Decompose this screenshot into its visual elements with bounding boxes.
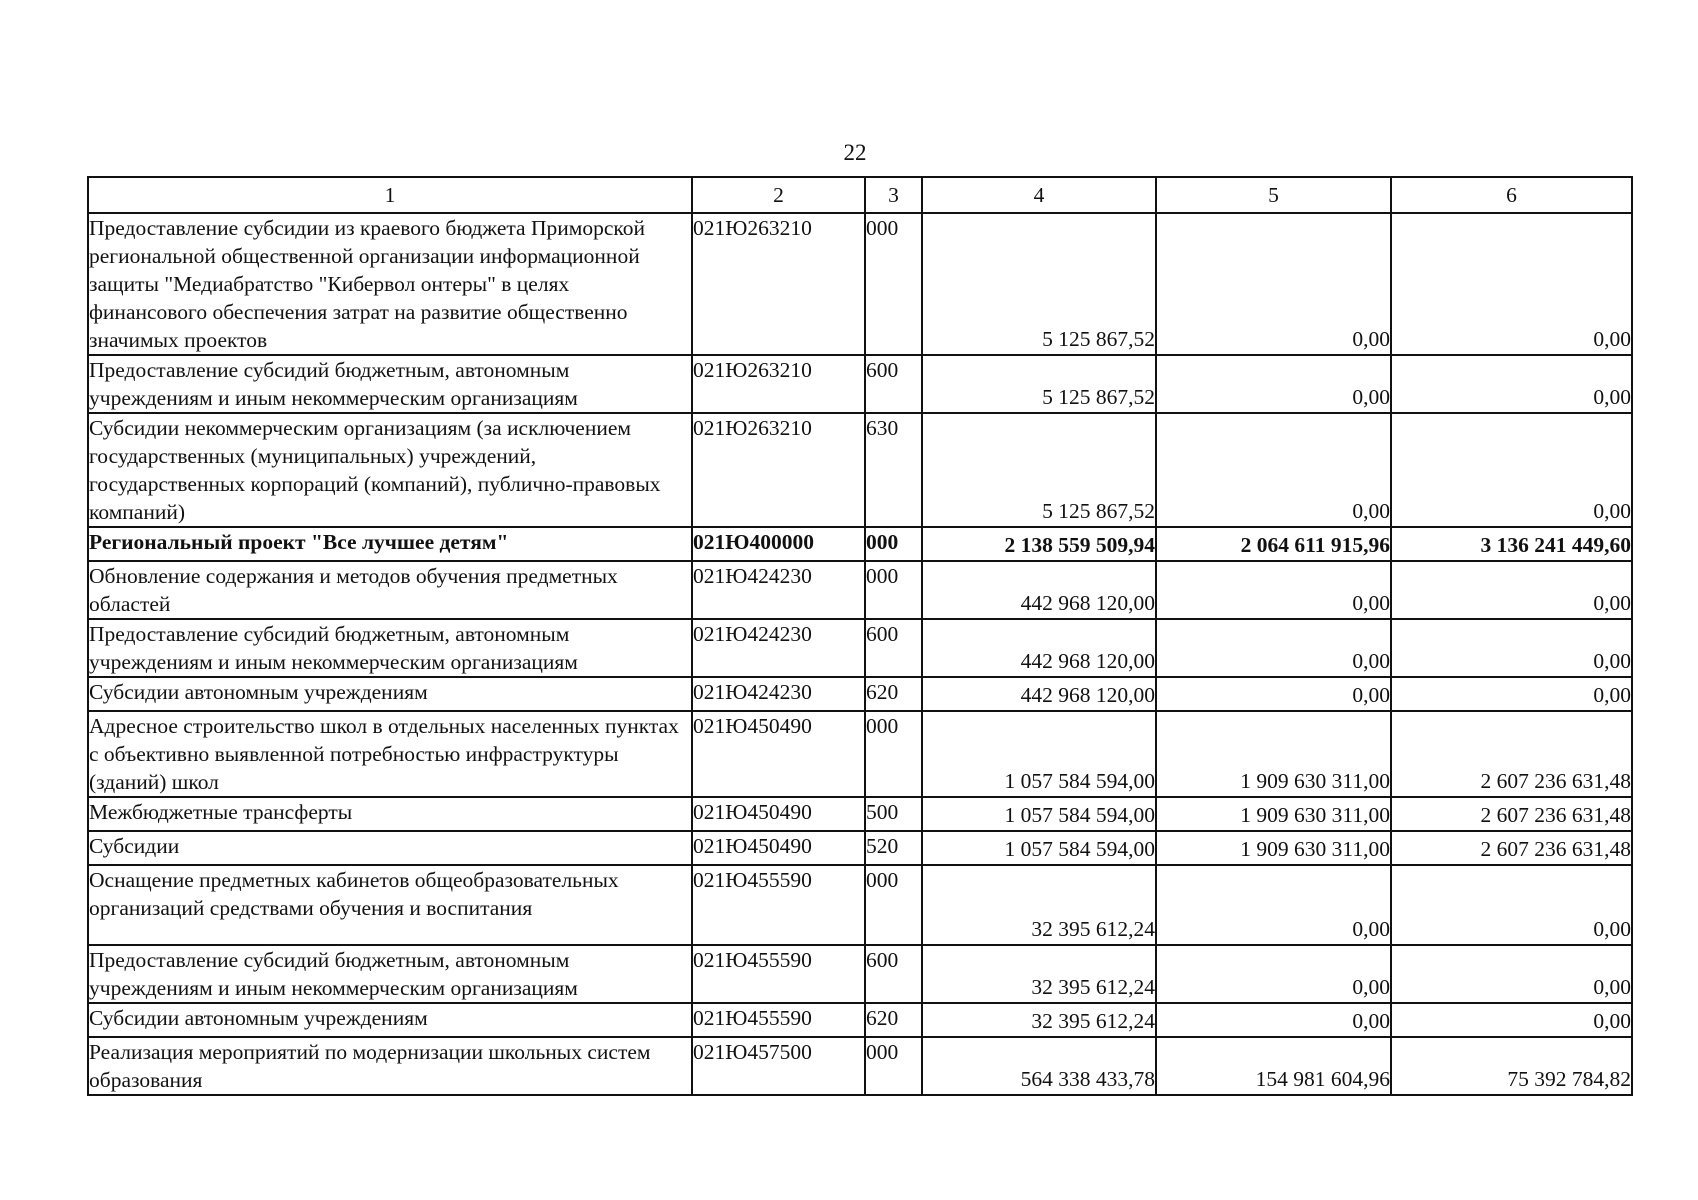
row-name-cell: Межбюджетные трансферты — [88, 797, 692, 831]
table-row — [88, 619, 1632, 677]
row-value-5-cell: 1 909 630 311,00 — [1156, 797, 1391, 831]
row-name-cell: Реализация мероприятий по модернизации школьных систем образования — [88, 1037, 692, 1095]
row-value-6-cell: 3 136 241 449,60 — [1391, 527, 1632, 561]
row-value-6-cell: 0,00 — [1391, 677, 1632, 711]
row-value-4-cell: 1 057 584 594,00 — [922, 831, 1156, 865]
row-name-cell: Региональный проект "Все лучшее детям" — [88, 527, 692, 561]
row-value-6-cell: 75 392 784,82 — [1391, 1037, 1632, 1095]
row-value-4-cell: 564 338 433,78 — [922, 1037, 1156, 1095]
table-row — [88, 831, 1632, 865]
row-value-4-cell: 442 968 120,00 — [922, 677, 1156, 711]
row-value-6-cell: 0,00 — [1391, 413, 1632, 527]
row-value-4-cell: 5 125 867,52 — [922, 213, 1156, 355]
row-name-cell: Обновление содержания и методов обучения предметных областей — [88, 561, 692, 619]
table-row — [88, 355, 1632, 413]
row-code-cell: 021Ю455590 — [692, 865, 865, 945]
table-row — [88, 1003, 1632, 1037]
column-header: 1 — [88, 177, 692, 213]
row-type-cell: 600 — [865, 355, 922, 413]
row-value-6-cell: 0,00 — [1391, 1003, 1632, 1037]
row-type-cell: 500 — [865, 797, 922, 831]
row-value-4-cell: 5 125 867,52 — [922, 413, 1156, 527]
budget-table — [87, 176, 1633, 1096]
table-row — [88, 1037, 1632, 1095]
row-type-cell: 520 — [865, 831, 922, 865]
table-row — [88, 711, 1632, 797]
row-code-cell: 021Ю263210 — [692, 355, 865, 413]
row-value-5-cell: 154 981 604,96 — [1156, 1037, 1391, 1095]
table-row — [88, 945, 1632, 1003]
row-value-6-cell: 2 607 236 631,48 — [1391, 711, 1632, 797]
row-name-cell: Предоставление субсидий бюджетным, автономным учреждениям и иным некоммерческим организациям — [88, 619, 692, 677]
row-value-4-cell: 1 057 584 594,00 — [922, 711, 1156, 797]
row-code-cell: 021Ю263210 — [692, 413, 865, 527]
row-type-cell: 630 — [865, 413, 922, 527]
page-number: 22 — [843, 140, 867, 165]
row-name-cell: Субсидии автономным учреждениям — [88, 1003, 692, 1037]
row-value-5-cell: 1 909 630 311,00 — [1156, 831, 1391, 865]
row-name-cell: Субсидии — [88, 831, 692, 865]
column-header: 5 — [1156, 177, 1391, 213]
table-row — [88, 865, 1632, 945]
row-value-4-cell: 32 395 612,24 — [922, 865, 1156, 945]
row-value-4-cell: 5 125 867,52 — [922, 355, 1156, 413]
row-type-cell: 620 — [865, 677, 922, 711]
row-code-cell: 021Ю450490 — [692, 831, 865, 865]
row-code-cell: 021Ю424230 — [692, 561, 865, 619]
row-name-cell: Предоставление субсидии из краевого бюджета Приморской региональной общественной организации информационной защиты "Медиабратство "Кибервол онтеры" в целях финансового обеспечения затрат на развитие общественно значимых проектов — [88, 213, 692, 355]
row-value-5-cell: 0,00 — [1156, 1003, 1391, 1037]
row-name-cell: Адресное строительство школ в отдельных населенных пунктах с объективно выявленной потребностью инфраструктуры (зданий) школ — [88, 711, 692, 797]
row-value-5-cell: 0,00 — [1156, 355, 1391, 413]
row-value-5-cell: 1 909 630 311,00 — [1156, 711, 1391, 797]
row-value-5-cell: 0,00 — [1156, 413, 1391, 527]
row-value-6-cell: 0,00 — [1391, 561, 1632, 619]
table-row — [88, 413, 1632, 527]
column-header: 3 — [865, 177, 922, 213]
table-row — [88, 677, 1632, 711]
row-code-cell: 021Ю450490 — [692, 711, 865, 797]
row-value-4-cell: 32 395 612,24 — [922, 1003, 1156, 1037]
row-type-cell: 000 — [865, 865, 922, 945]
row-value-4-cell: 2 138 559 509,94 — [922, 527, 1156, 561]
row-code-cell: 021Ю450490 — [692, 797, 865, 831]
row-code-cell: 021Ю424230 — [692, 619, 865, 677]
table-row — [88, 213, 1632, 355]
row-value-4-cell: 32 395 612,24 — [922, 945, 1156, 1003]
row-value-6-cell: 0,00 — [1391, 355, 1632, 413]
row-code-cell: 021Ю263210 — [692, 213, 865, 355]
row-type-cell: 000 — [865, 711, 922, 797]
row-value-5-cell: 0,00 — [1156, 561, 1391, 619]
row-name-cell: Предоставление субсидий бюджетным, автономным учреждениям и иным некоммерческим организациям — [88, 945, 692, 1003]
row-value-5-cell: 0,00 — [1156, 865, 1391, 945]
row-value-6-cell: 0,00 — [1391, 945, 1632, 1003]
column-header: 4 — [922, 177, 1156, 213]
row-value-6-cell: 2 607 236 631,48 — [1391, 797, 1632, 831]
row-type-cell: 620 — [865, 1003, 922, 1037]
row-name-cell: Субсидии автономным учреждениям — [88, 677, 692, 711]
row-name-cell: Оснащение предметных кабинетов общеобразовательных организаций средствами обучения и воспитания — [88, 865, 692, 945]
column-header: 2 — [692, 177, 865, 213]
row-type-cell: 000 — [865, 527, 922, 561]
row-value-4-cell: 1 057 584 594,00 — [922, 797, 1156, 831]
row-value-5-cell: 0,00 — [1156, 945, 1391, 1003]
row-code-cell: 021Ю455590 — [692, 945, 865, 1003]
row-code-cell: 021Ю455590 — [692, 1003, 865, 1037]
table-row — [88, 561, 1632, 619]
table-body — [88, 213, 1632, 1095]
row-value-6-cell: 2 607 236 631,48 — [1391, 831, 1632, 865]
row-value-6-cell: 0,00 — [1391, 865, 1632, 945]
row-value-4-cell: 442 968 120,00 — [922, 561, 1156, 619]
row-value-6-cell: 0,00 — [1391, 619, 1632, 677]
row-type-cell: 600 — [865, 945, 922, 1003]
row-value-6-cell: 0,00 — [1391, 213, 1632, 355]
row-name-cell: Субсидии некоммерческим организациям (за исключением государственных (муниципальных) учреждений, государственных корпораций (компаний), публично-правовых компаний) — [88, 413, 692, 527]
row-name-cell: Предоставление субсидий бюджетным, автономным учреждениям и иным некоммерческим организациям — [88, 355, 692, 413]
row-value-5-cell: 0,00 — [1156, 677, 1391, 711]
table-row — [88, 527, 1632, 561]
row-value-5-cell: 0,00 — [1156, 619, 1391, 677]
row-type-cell: 000 — [865, 213, 922, 355]
row-code-cell: 021Ю424230 — [692, 677, 865, 711]
row-type-cell: 000 — [865, 561, 922, 619]
row-value-4-cell: 442 968 120,00 — [922, 619, 1156, 677]
row-type-cell: 000 — [865, 1037, 922, 1095]
table-row — [88, 797, 1632, 831]
row-value-5-cell: 0,00 — [1156, 213, 1391, 355]
column-header: 6 — [1391, 177, 1632, 213]
row-value-5-cell: 2 064 611 915,96 — [1156, 527, 1391, 561]
header-row — [88, 177, 1632, 213]
row-code-cell: 021Ю457500 — [692, 1037, 865, 1095]
row-code-cell: 021Ю400000 — [692, 527, 865, 561]
row-type-cell: 600 — [865, 619, 922, 677]
